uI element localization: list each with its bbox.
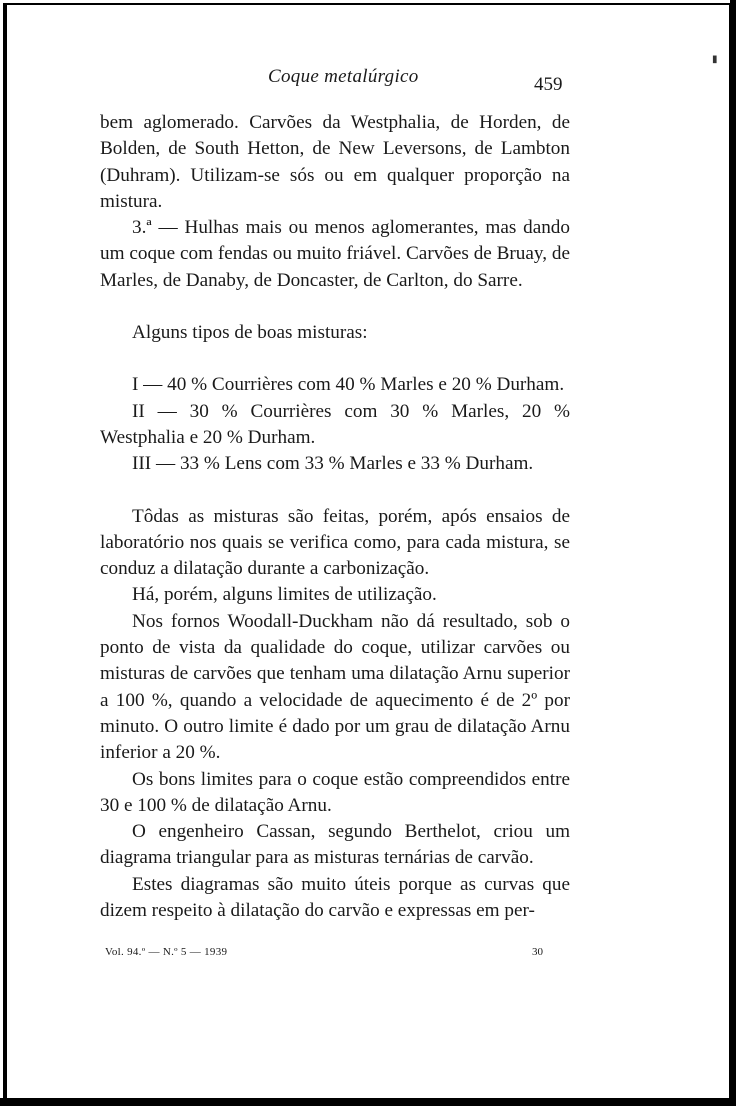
mixture-list — [100, 372, 570, 477]
page-body — [100, 110, 570, 924]
paragraph: Os bons limites para o coque estão compreendidos entre 30 e 100 % de dilatação Arnu. — [100, 768, 570, 816]
paragraph: Há, porém, alguns limites de utilização. — [132, 584, 437, 606]
footer-volume-reference: Vol. 94.º — N.º 5 — 1939 — [105, 946, 228, 958]
paragraph: Nos fornos Woodall-Duckham não dá resultado, sob o ponto de vista da qualidade do coque, utilizar carvões ou misturas de carvões que tenham uma dilatação Arnu superior a 100 %, quando a velocidade de aquecimento é de 2º por minuto. O outro limite é dado por um grau de dilatação Arnu inferior a 20 %. — [100, 610, 570, 764]
mixture-item: II — 30 % Courrières com 30 % Marles, 20 % Westphalia e 20 % Durham. — [100, 400, 570, 448]
running-title: Coque metalúrgico — [268, 66, 419, 87]
paragraph: O engenheiro Cassan, segundo Berthelot, criou um diagrama triangular para as misturas ternárias de carvão. — [100, 821, 570, 869]
page-number: 459 — [534, 74, 563, 95]
scan-edge-bottom — [0, 1098, 736, 1106]
scan-speck: ▮ — [712, 54, 718, 65]
paragraph: bem aglomerado. Carvões da Westphalia, de Horden, de Bolden, de South Hetton, de New Leversons, de Lambton (Duhram). Utilizam-se sós ou em qualquer proporção na mistura. — [100, 112, 570, 212]
paragraph: Estes diagramas são muito úteis porque as curvas que dizem respeito à dilatação do carvão e expressas em per- — [100, 873, 570, 922]
paragraph: Tôdas as misturas são feitas, porém, após ensaios de laboratório nos quais se verifica como, para cada mistura, se conduz a dilatação durante a carbonização. — [100, 505, 570, 580]
footer-signature-mark: 30 — [532, 946, 543, 958]
mixture-item: I — 40 % Courrières com 40 % Marles e 20 % Durham. — [132, 374, 565, 396]
paragraph-intro-mixtures: Alguns tipos de boas misturas: — [132, 322, 368, 344]
mixture-item: III — 33 % Lens com 33 % Marles e 33 % Durham. — [132, 453, 534, 475]
scan-edge-right — [730, 0, 736, 1106]
paragraph: 3.ª — Hulhas mais ou menos aglomerantes, mas dando um coque com fendas ou muito friável. Carvões de Bruay, de Marles, de Danaby, de Doncaster, de Carlton, do Sarre. — [100, 217, 570, 291]
